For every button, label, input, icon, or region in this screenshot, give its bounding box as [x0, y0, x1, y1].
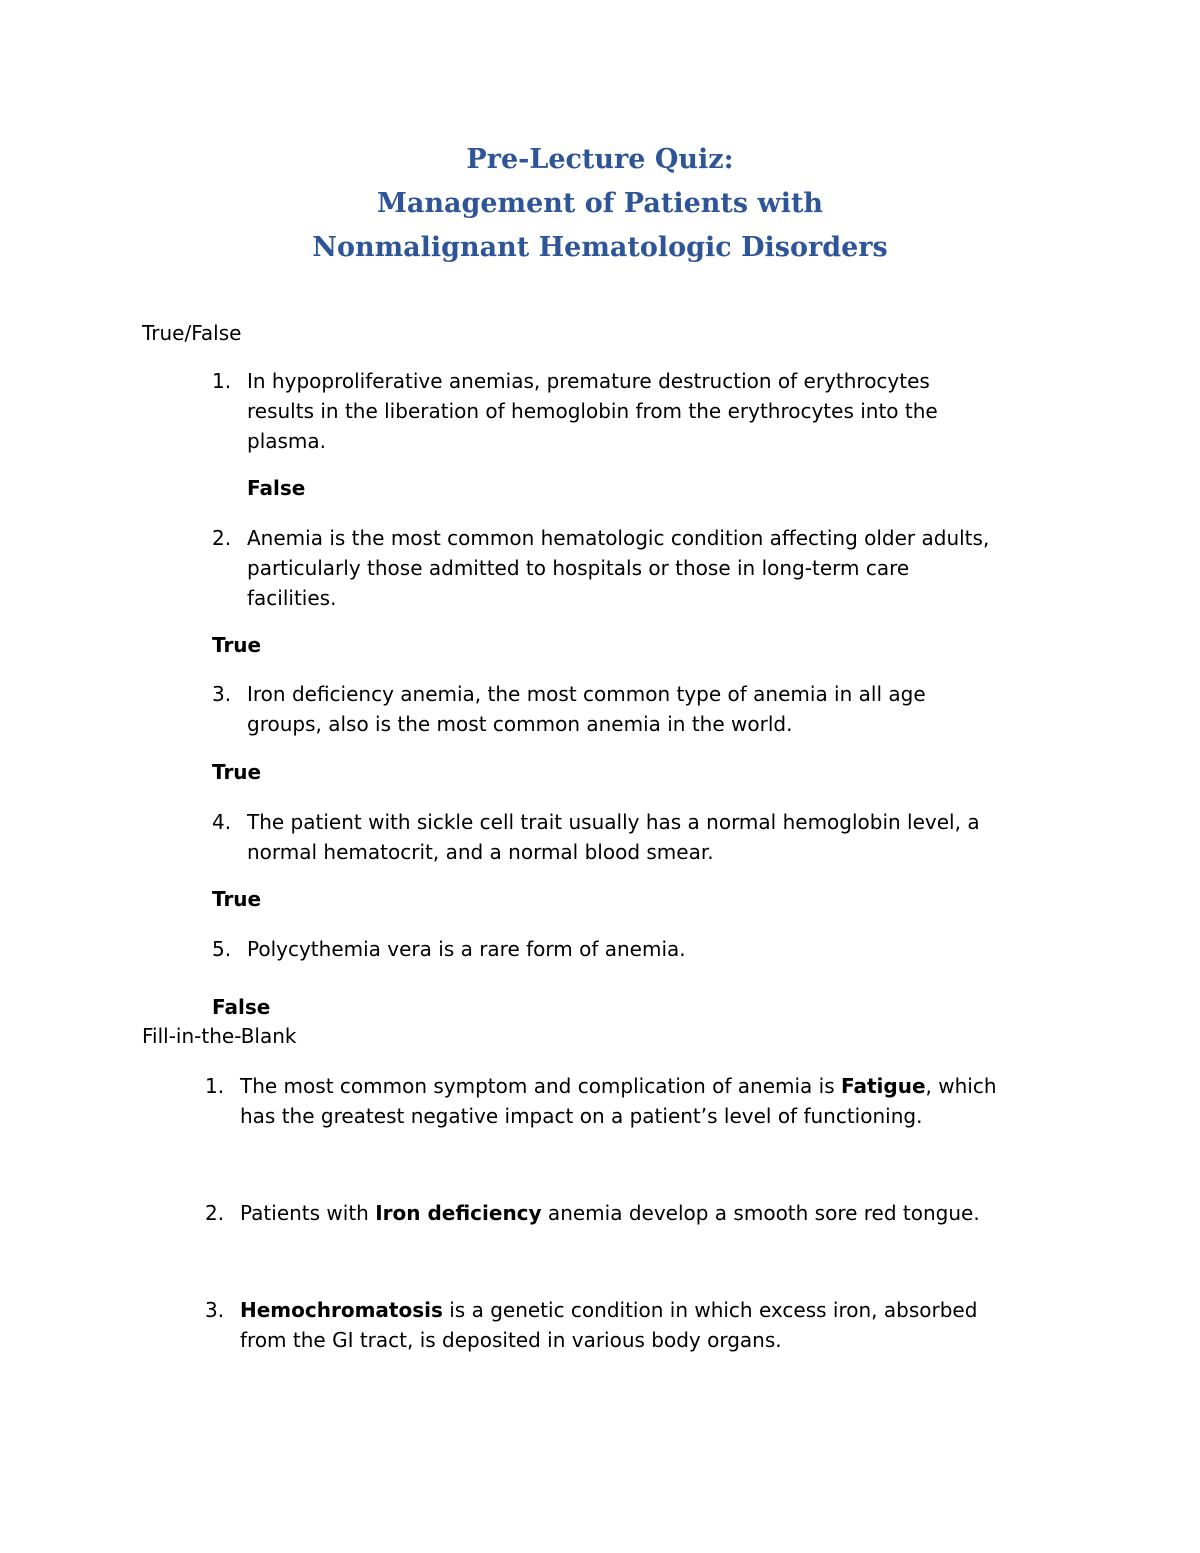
tf-item-2-number: 2.	[212, 526, 232, 550]
fill-item-1-answer: Fatigue	[841, 1074, 926, 1098]
tf-item-2-question	[247, 523, 989, 613]
tf-item-3-line-2: groups, also is the most common anemia in the world.	[247, 712, 793, 736]
tf-item-3-number: 3.	[212, 682, 232, 706]
tf-item-4-answer: True	[212, 887, 262, 911]
fill-item-3-answer: Hemochromatosis	[240, 1298, 443, 1322]
tf-item-2-line-2: particularly those admitted to hospitals or those in long-term care	[247, 556, 910, 580]
tf-item-4-line-1: The patient with sickle cell trait usually has a normal hemoglobin level, a	[247, 810, 980, 834]
tf-item-3-line-1: Iron deficiency anemia, the most common type of anemia in all age	[247, 682, 926, 706]
title-line-2: Management of Patients with	[376, 188, 824, 219]
tf-item-2-answer: True	[212, 633, 262, 657]
fill-item-1-sentence	[240, 1071, 997, 1131]
fill-item-3-line-2: from the GI tract, is deposited in various body organs.	[240, 1328, 782, 1352]
fill-item-1-line-2: has the greatest negative impact on a patient’s level of functioning.	[240, 1104, 923, 1128]
tf-item-4-number: 4.	[212, 810, 232, 834]
fill-item-1-number: 1.	[205, 1074, 225, 1098]
fill-item-3-line-1	[240, 1295, 977, 1325]
tf-item-1-number: 1.	[212, 369, 232, 393]
tf-item-1-line-3: plasma.	[247, 429, 327, 453]
tf-item-2-line-3: facilities.	[247, 586, 337, 610]
fill-item-3-text-after: is a genetic condition in which excess iron, absorbed	[442, 1298, 978, 1322]
fill-item-2-text-before: Patients with	[240, 1201, 376, 1225]
fill-item-3-sentence	[240, 1295, 977, 1355]
fill-item-3-number: 3.	[205, 1298, 225, 1322]
tf-item-1-answer: False	[247, 476, 306, 500]
document-title	[0, 138, 1200, 270]
tf-item-5-answer: False	[212, 995, 271, 1019]
fill-in-heading: Fill-in-the-Blank	[142, 1024, 297, 1048]
fill-item-2-answer: Iron deficiency	[375, 1201, 542, 1225]
title-line-3: Nonmalignant Hematologic Disorders	[312, 232, 888, 263]
tf-item-1-line-2: results in the liberation of hemoglobin from the erythrocytes into the	[247, 399, 938, 423]
fill-item-2-line-1	[240, 1198, 980, 1228]
tf-item-1-line-1: In hypoproliferative anemias, premature destruction of erythrocytes	[247, 369, 930, 393]
tf-item-1-question	[247, 366, 938, 456]
tf-item-5-question	[247, 934, 686, 964]
tf-item-4-line-2: normal hematocrit, and a normal blood smear.	[247, 840, 714, 864]
tf-item-5-line-1: Polycythemia vera is a rare form of anemia.	[247, 937, 686, 961]
tf-item-5-number: 5.	[212, 937, 232, 961]
fill-item-2-sentence	[240, 1198, 980, 1228]
true-false-heading: True/False	[142, 321, 242, 345]
fill-item-1-text-after: , which	[925, 1074, 997, 1098]
fill-item-1-line-1	[240, 1071, 997, 1101]
title-line-1: Pre-Lecture Quiz:	[466, 144, 734, 175]
tf-item-3-answer: True	[212, 760, 262, 784]
fill-item-2-number: 2.	[205, 1201, 225, 1225]
fill-item-2-text-after: anemia develop a smooth sore red tongue.	[541, 1201, 980, 1225]
tf-item-2-line-1: Anemia is the most common hematologic condition affecting older adults,	[247, 526, 990, 550]
fill-item-1-text-before: The most common symptom and complication of anemia is	[240, 1074, 841, 1098]
tf-item-4-question	[247, 807, 980, 867]
tf-item-3-question	[247, 679, 926, 739]
